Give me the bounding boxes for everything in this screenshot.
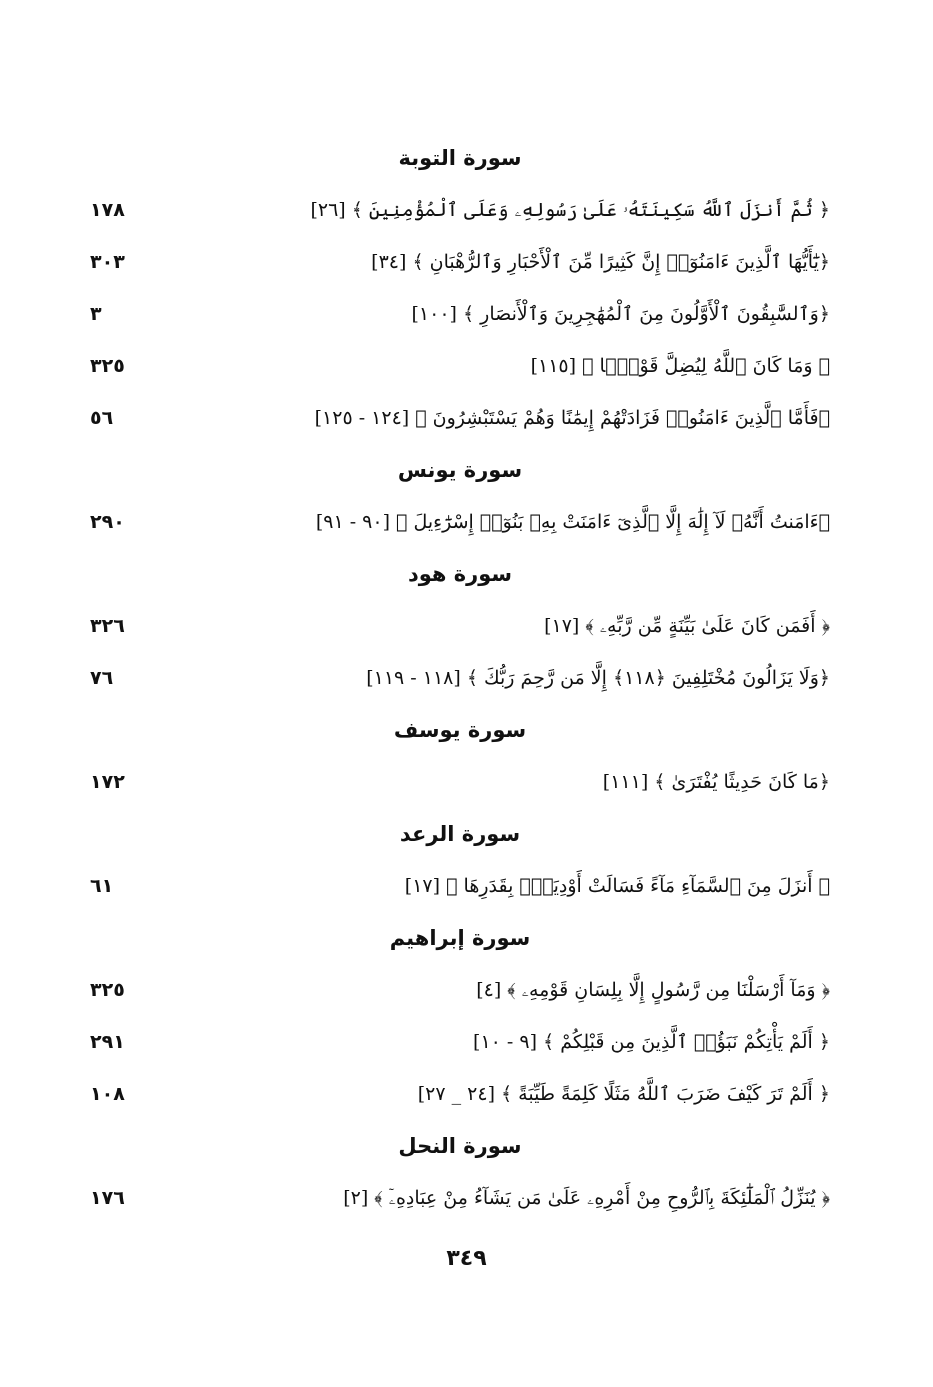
surah-heading: سورة الرعد xyxy=(399,822,521,846)
page-reference: ١٧٨ xyxy=(90,199,125,221)
page-number: ٣٤٩ xyxy=(446,1246,487,1271)
index-entry xyxy=(90,392,830,444)
verse-text: ﴿مَا كَانَ حَدِيثًا يُفْتَرَىٰ ﴾ [١١١] xyxy=(602,771,830,793)
surah-heading: سورة التوبة xyxy=(398,146,522,170)
index-entry xyxy=(90,496,830,548)
index-entry xyxy=(90,756,830,808)
page-reference: ٣٢٥ xyxy=(90,355,125,377)
verse-text: ﴿ أَنزَلَ مِنَ ٱلسَّمَآءِ مَآءً فَسَالَتْ أَوْدِيَةٌۢ بِقَدَرِهَا ﴾ [١٧] xyxy=(404,875,830,897)
index-entry xyxy=(90,1172,830,1224)
verse-text: ﴿ ثُمَّ أَنزَلَ ٱللَّهُ سَكِينَتَهُۥ عَلَىٰ رَسُولِهِۦ وَعَلَى ٱلْمُؤْمِنِينَ ﴾ [٢٦] xyxy=(310,199,830,221)
verse-text: ﴿ يُنَزِّلُ ٱلْمَلَٰٓئِكَةَ بِٱلرُّوحِ مِنْ أَمْرِهِۦ عَلَىٰ مَن يَشَآءُ مِنْ عِبَادِهِۦٓ ﴾ [٢] xyxy=(343,1187,830,1209)
page-reference: ٣ xyxy=(90,303,102,325)
surah-heading: سورة النحل xyxy=(398,1134,522,1158)
verse-text: ﴿ وَمَآ أَرْسَلْنَا مِن رَّسُولٍ إِلَّا بِلِسَانِ قَوْمِهِۦ ﴾ [٤] xyxy=(476,979,830,1001)
index-entry xyxy=(90,236,830,288)
page-reference: ٢٩١ xyxy=(90,1031,125,1053)
index-entry xyxy=(90,652,830,704)
verse-text: ﴿ أَفَمَن كَانَ عَلَىٰ بَيِّنَةٍ مِّن رَّبِّهِۦ ﴾ [١٧] xyxy=(544,615,830,637)
index-entry xyxy=(90,1016,830,1068)
page-reference: ٦١ xyxy=(90,875,114,897)
page-reference: ١٠٨ xyxy=(90,1083,125,1105)
verse-text: ﴿ وَمَا كَانَ ٱللَّهُ لِيُضِلَّ قَوْمًۢا ﴾ [١١٥] xyxy=(530,355,830,377)
page-reference: ٧٦ xyxy=(90,667,114,689)
page-reference: ٣٠٣ xyxy=(90,251,125,273)
verse-text: ﴿وَٱلسَّٰبِقُونَ ٱلْأَوَّلُونَ مِنَ ٱلْمُهَٰجِرِينَ وَٱلْأَنصَارِ ﴾ [١٠٠] xyxy=(411,303,830,325)
page-reference: ١٧٦ xyxy=(90,1187,125,1209)
surah-heading: سورة إبراهيم xyxy=(389,926,531,950)
index-entry xyxy=(90,964,830,1016)
page-reference: ٥٦ xyxy=(90,407,114,429)
surah-heading: سورة يونس xyxy=(397,458,523,482)
page-reference: ١٧٢ xyxy=(90,771,125,793)
verse-text: ﴿ أَلَمْ تَرَ كَيْفَ ضَرَبَ ٱللَّهُ مَثَلًا كَلِمَةً طَيِّبَةً ﴾ [٢٤ _ ٢٧] xyxy=(417,1083,830,1105)
verse-text: ﴿ءَامَنتُ أَنَّهُۥ لَآ إِلَٰهَ إِلَّا ٱلَّذِىٓ ءَامَنَتْ بِهِۦ بَنُوٓا۟ إِسْرَٰٓءِيلَ ﴾ [٩٠ - ٩١] xyxy=(315,511,830,533)
surah-heading: سورة هود xyxy=(407,562,513,586)
verse-text: ﴿وَلَا يَزَالُونَ مُخْتَلِفِينَ ﴿١١٨﴾ إِلَّا مَن رَّحِمَ رَبُّكَ ﴾ [١١٨ - ١١٩] xyxy=(366,667,830,689)
verse-text: ﴿يَٰٓأَيُّهَا ٱلَّذِينَ ءَامَنُوٓا۟ إِنَّ كَثِيرًا مِّنَ ٱلْأَحْبَارِ وَٱلرُّهْبَانِ ﴾ [٣٤] xyxy=(371,251,830,273)
surah-heading: سورة يوسف xyxy=(393,718,527,742)
index-entry xyxy=(90,860,830,912)
page-reference: ٣٢٥ xyxy=(90,979,125,1001)
verse-index-list xyxy=(90,132,830,1224)
index-entry xyxy=(90,340,830,392)
verse-text: ﴿فَأَمَّا ٱلَّذِينَ ءَامَنُوا۟ فَزَادَتْهُمْ إِيمَٰنًا وَهُمْ يَسْتَبْشِرُونَ ﴾ [١٢٤ - ١٢٥] xyxy=(314,407,830,429)
page-reference: ٢٩٠ xyxy=(90,511,125,533)
index-entry xyxy=(90,1068,830,1120)
verse-text: ﴿ أَلَمْ يَأْتِكُمْ نَبَؤُا۟ ٱلَّذِينَ مِن قَبْلِكُمْ ﴾ [٩ - ١٠] xyxy=(473,1031,830,1053)
page-reference: ٣٢٦ xyxy=(90,615,125,637)
index-entry xyxy=(90,184,830,236)
index-entry xyxy=(90,288,830,340)
index-entry xyxy=(90,600,830,652)
